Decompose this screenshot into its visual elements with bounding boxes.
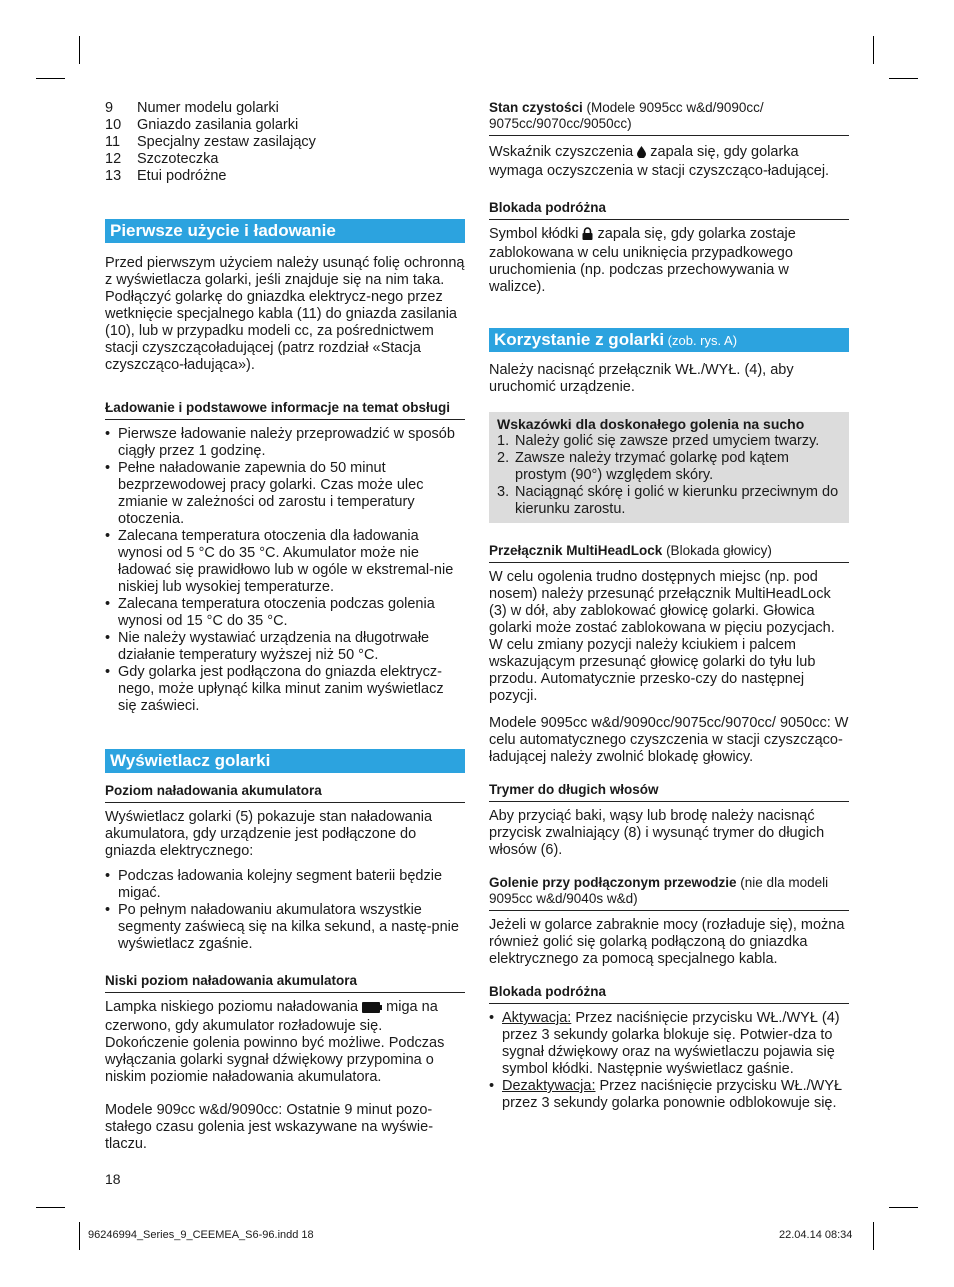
tips-list [497, 433, 841, 518]
left-column [105, 100, 465, 1153]
crop-mark [889, 78, 918, 79]
subheading-travel-lock: Blokada podróżna [489, 200, 849, 220]
subheading-cleanliness: Stan czystości (Modele 9095cc w&d/9090cc/ 9075cc/9070cc/9050cc) [489, 100, 849, 136]
legend-number: 12 [105, 151, 122, 167]
subheading-travel-lock-2: Blokada podróżna [489, 984, 849, 1004]
legend-item [105, 168, 465, 185]
crop-mark [873, 1222, 874, 1250]
droplet-icon [637, 146, 646, 163]
legend-item [105, 151, 465, 168]
multiheadlock-models-text: Modele 9095cc w&d/9090cc/9075cc/9070cc/ 9050cc: W celu automatycznego czyszczenia w stacji czyszcząco-ładującej należy zwolnić blokadę głowicy. [489, 715, 849, 765]
crop-mark [873, 36, 874, 64]
cleanliness-text: Wskaźnik czyszczenia zapala się, gdy golarka wymaga oczyszczenia w stacji czyszcząco-ładującej. [489, 144, 830, 179]
list-item: 1. Należy golić się zawsze przed umyciem twarzy. [497, 433, 820, 449]
legend-number: 10 [105, 117, 122, 133]
subheading-low-battery: Niski poziom naładowania akumulatora [105, 973, 465, 993]
legend-text: Numer modelu golarki [137, 100, 279, 116]
legend-item [105, 117, 465, 134]
subheading-trimmer: Trymer do długich włosów [489, 782, 849, 802]
subheading-corded-shaving: Golenie przy podłączonym przewodzie (nie dla modeli 9095cc w&d/9040s w&d) [489, 875, 849, 911]
page-number: 18 [105, 1171, 121, 1187]
section-heading-first-use: Pierwsze użycie i ładowanie [105, 219, 465, 243]
dry-shave-tips-box [489, 412, 849, 523]
trimmer-text: Aby przyciąć baki, wąsy lub brodę należy nacisnąć przycisk zwalniający (8) i wysunąć trymer do długich włosów (6). [489, 808, 825, 858]
legend-number: 11 [105, 134, 121, 150]
tips-title: Wskazówki dla doskonałego golenia na sucho [497, 416, 805, 432]
legend-item [105, 134, 465, 151]
legend-text: Szczoteczka [137, 151, 219, 167]
list-item: • Po pełnym naładowaniu akumulatora wszystkie segmenty zaświecą się na kilka sekund, a nastę-pnie wyświetlacz zgaśnie. [105, 902, 465, 953]
legend-text: Gniazdo zasilania golarki [137, 117, 299, 133]
lock-icon [582, 227, 593, 245]
crop-mark [36, 1207, 65, 1208]
crop-mark [79, 1222, 80, 1250]
list-item: • Pierwsze ładowanie należy przeprowadzić w sposób ciągły przez 1 godzinę. [105, 426, 465, 460]
parts-legend [105, 100, 465, 185]
travel-lock-list [489, 1010, 849, 1112]
section-heading-usage: Korzystanie z golarki (zob. rys. A) [489, 328, 849, 352]
legend-text: Etui podróżne [137, 168, 227, 184]
usage-intro: Należy nacisnąć przełącznik WŁ./WYŁ. (4), aby uruchomić urządzenie. [489, 362, 794, 395]
list-item: • Gdy golarka jest podłączona do gniazda elektrycz-nego, może upłynąć kilka minut zanim wyświetlacz się zaświeci. [105, 664, 465, 715]
subheading-battery-level: Poziom naładowania akumulatora [105, 783, 465, 803]
right-column [489, 100, 849, 1112]
first-use-intro: Przed pierwszym użyciem należy usunąć folię ochronną z wyświetlacza golarki, jeśli znajduje się na nim taka. Podłączyć golarkę do gniazdka elektrycz-nego przez wetknięcie specjalnego kabla (11) do gniazda zasilania (10), lub w przypadku modeli cc, za pośrednictwem stacji czyszczącoładującej (patrz rozdział «Stacja czyszcząco-ładująca»). [105, 255, 465, 373]
corded-shaving-text: Jeżeli w golarce zabraknie mocy (rozładuje się), można również golić się golarką podłączoną do gniazdka elektrycznego za pomocą specjalnego kabla. [489, 917, 845, 967]
battery-level-text: Wyświetlacz golarki (5) pokazuje stan naładowania akumulatora, gdy urządzenie jest podłączone do gniazda elektrycznego: [105, 809, 433, 859]
charging-bullet-list [105, 426, 465, 715]
legend-item [105, 100, 465, 117]
battery-icon [362, 1001, 382, 1018]
list-item: • Dezaktywacja: Przez naciśnięcie przycisku WŁ./WYŁ przez 3 sekundy golarka ponownie odblokowuje się. [489, 1078, 849, 1112]
legend-number: 13 [105, 168, 122, 184]
crop-mark [36, 78, 65, 79]
list-item: • Nie należy wystawiać urządzenia na długotrwałe działanie temperatury wyższej niż 50 °C. [105, 630, 465, 664]
multiheadlock-text: W celu ogolenia trudno dostępnych miejsc (np. pod nosem) należy przesunąć przełącznik MultiHeadLock (3) w dół, aby zablokować głowicę golarki. Głowica golarki może zostać zablokowana w pięciu pozycjach. W celu zmiany pozycji należy kciukiem i palcem wskazującym przesunąć głowicę golarki do tyłu lub przodu. Automatycznie przesko-czy do następnej pozycji. [489, 569, 835, 704]
list-item: • Aktywacja: Przez naciśnięcie przycisku WŁ./WYŁ (4) przez 3 sekundy golarka blokuje się. Potwier-dza to sygnał dźwiękowy oraz na wyświetlaczu pojawia się symbol kłódki. Następnie wyświetlacz gaśnie. [489, 1010, 849, 1078]
subheading-multiheadlock: Przełącznik MultiHeadLock (Blokada głowicy) [489, 543, 849, 563]
legend-text: Specjalny zestaw zasilający [137, 134, 316, 150]
subheading-charging: Ładowanie i podstawowe informacje na temat obsługi [105, 400, 465, 420]
crop-mark [889, 1207, 918, 1208]
list-item: • Podczas ładowania kolejny segment baterii będzie migać. [105, 868, 465, 902]
list-item: 3. Naciągnąć skórę i golić w kierunku przeciwnym do kierunku zarostu. [497, 484, 839, 517]
footer-timestamp: 22.04.14 08:34 [779, 1229, 853, 1241]
low-battery-models-text: Modele 909cc w&d/9090cc: Ostatnie 9 minut pozo-stałego czasu golenia jest wskazywane na wyświe-tlaczu. [105, 1102, 434, 1152]
list-item: • Pełne naładowanie zapewnia do 50 minut bezprzewodowej pracy golarki. Czas może ulec zmianie w zależności od zarostu i temperatury otoczenia. [105, 460, 465, 528]
list-item: • Zalecana temperatura otoczenia podczas golenia wynosi od 15 °C do 35 °C. [105, 596, 465, 630]
list-item: 2. Zawsze należy trzymać golarkę pod kątem prostym (90°) względem skóry. [497, 450, 789, 483]
low-battery-text: Lampka niskiego poziomu naładowania miga na czerwono, gdy akumulator rozładowuje się. Dokończenie golenia powinno być możliwe. Podczas wyłączania golarki sygnał dźwiękowy przypomina o niskim poziomie naładowania akumulatora. [105, 999, 445, 1085]
crop-mark [79, 36, 80, 64]
legend-number: 9 [105, 100, 114, 116]
section-heading-display: Wyświetlacz golarki [105, 749, 465, 773]
list-item: • Zalecana temperatura otoczenia dla ładowania wynosi od 5 °C do 35 °C. Akumulator może nie ładować się prawidłowo lub w ogóle w ekstremal-nie niskiej lub wysokiej temperaturze. [105, 528, 465, 596]
battery-bullet-list [105, 868, 465, 953]
travel-lock-text: Symbol kłódki zapala się, gdy golarka zostaje zablokowana w celu uniknięcia przypadkowego uruchomienia (np. podczas przechowywania w walizce). [489, 226, 796, 295]
footer-file-info: 96246994_Series_9_CEEMEA_S6-96.indd 18 [88, 1229, 314, 1241]
